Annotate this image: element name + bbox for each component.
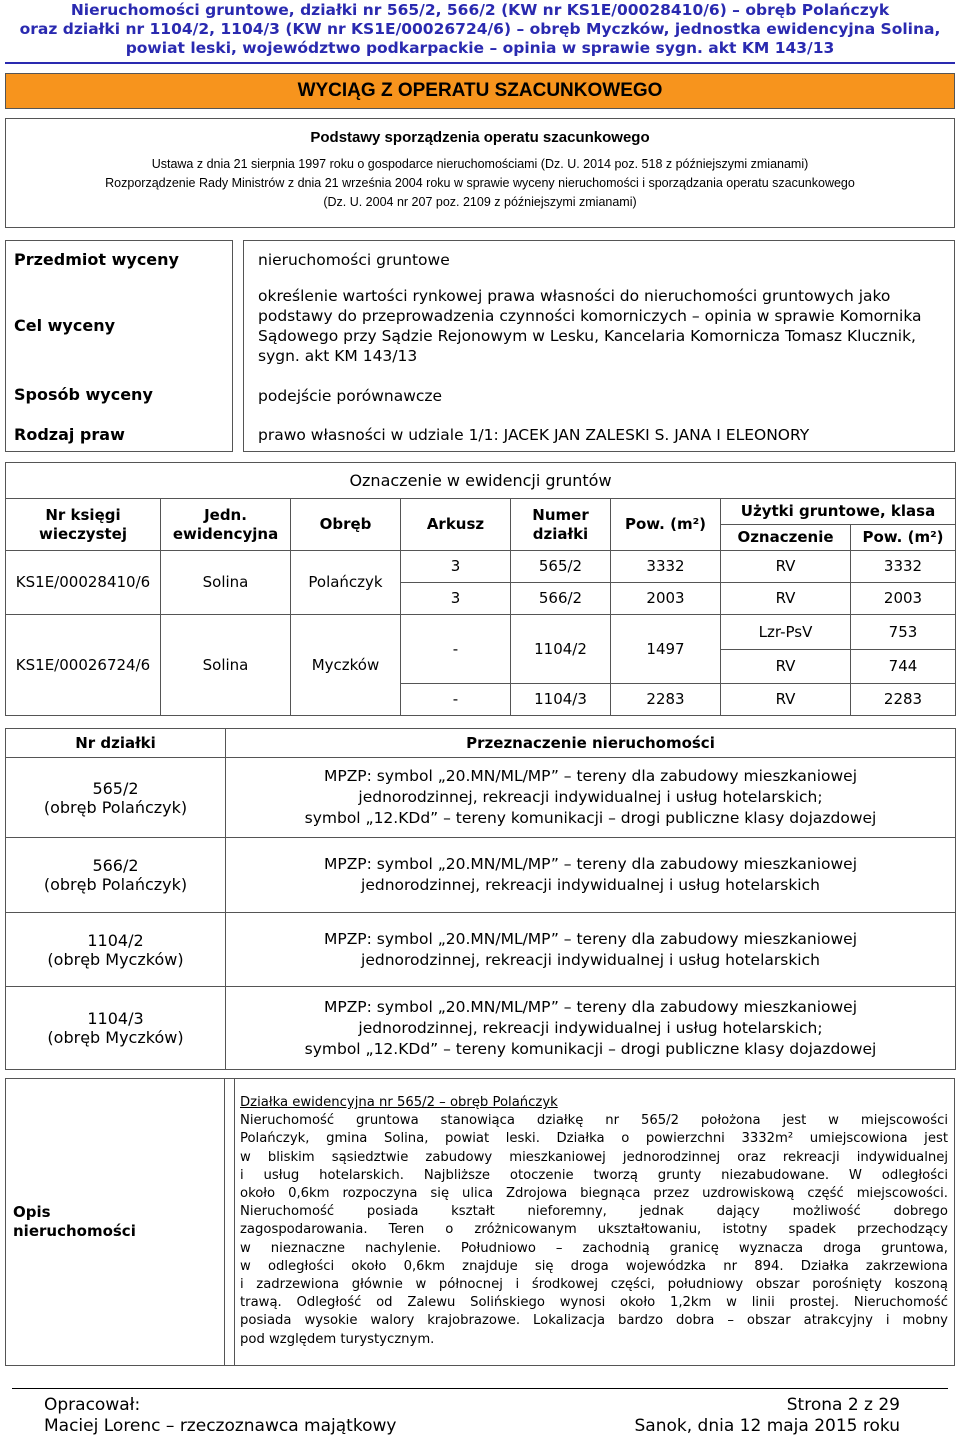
summary-labels [5, 240, 233, 452]
purpose-text: jednorodzinnej, rekreacji indywidualnej i usług hotelarskich [361, 950, 820, 969]
section-banner: WYCIĄG Z OPERATU SZACUNKOWEGO [5, 73, 955, 109]
description-text [240, 1094, 948, 1349]
group-2-unit: Solina [161, 615, 291, 716]
table-row: 753 [851, 615, 956, 650]
purpose-text: MPZP: symbol „20.MN/ML/MP” – tereny dla zabudowy mieszkaniowej [323, 767, 858, 785]
summary-values [243, 240, 955, 452]
table-row: Lzr-PsV [721, 615, 851, 650]
method-value: podejście porównawcze [258, 387, 443, 405]
description-label: Opis nieruchomości [13, 1203, 136, 1240]
table-row: 3332 [611, 551, 721, 583]
description-line: w nieznaczne nachylenie. Południowo – zachodnią granicę wyznacza droga gruntowa, [240, 1240, 948, 1256]
table-row: RV [721, 583, 851, 615]
table-row: 2003 [851, 583, 956, 615]
place-date: Sanok, dnia 12 maja 2015 roku [634, 1416, 900, 1436]
purpose-text: MPZP: symbol „20.MN/ML/MP” – tereny dla zabudowy mieszkaniowej [323, 855, 858, 873]
table-row: 2283 [851, 684, 956, 716]
table-row: 3 [401, 551, 511, 583]
header-area: Pow. (m²) [611, 499, 721, 551]
header-kw: Nr księgi wieczystej [6, 499, 161, 551]
purpose-text: jednorodzinnej, rekreacji indywidualnej i usług hotelarskich; [358, 1018, 823, 1037]
description-line: około 0,6km rozpoczyna się ulica Zdrojowa biegnąca przez uzdrowiskową część miejscowości. [240, 1186, 948, 1202]
header-unit: Jedn. ewidencyjna [161, 499, 291, 551]
plot-number: 1104/3 [87, 1009, 144, 1028]
basis-line-2: Rozporządzenie Rady Ministrów z dnia 21 września 2004 roku w sprawie wyceny nieruchomości i sporządzania operatu szacunkowego [105, 176, 855, 190]
table-row [6, 838, 226, 913]
plot-number: 565/2 [92, 778, 139, 798]
description-line: w bliskim sąsiedztwie zabudowy mieszkaniowej jednorodzinnej oraz rekreacji indywidualnej [240, 1149, 948, 1165]
plot-number: 1104/2 [87, 930, 144, 950]
table-row: 1497 [611, 615, 721, 684]
table-row [6, 913, 226, 987]
prepared-label: Opracował: [44, 1395, 141, 1415]
table-row: 2003 [611, 583, 721, 615]
table-row [226, 913, 956, 987]
table-row: - [401, 615, 511, 684]
header-use-code: Oznaczenie [721, 525, 851, 551]
table-row [6, 758, 226, 838]
method-label: Sposób wyceny [14, 385, 153, 404]
description-line: pod względem turystycznym. [240, 1331, 435, 1347]
table-row [6, 987, 226, 1070]
group-1-kw: KS1E/00028410/6 [6, 551, 161, 615]
plot-precinct: (obręb Polańczyk) [43, 797, 188, 817]
group-1-unit: Solina [161, 551, 291, 615]
table-row: 1104/3 [511, 684, 611, 716]
description-line: Nieruchomość posiada kształt nieforemny, jednak dający możliwość dobrego [240, 1204, 948, 1220]
purpose-label: Cel wyceny [14, 316, 116, 335]
header-use-area: Pow. (m²) [851, 525, 956, 551]
basis-line-1: Ustawa z dnia 21 sierpnia 1997 roku o gospodarce nieruchomościami (Dz. U. 2014 poz. 518 z późniejszymi zmianami) [151, 157, 809, 171]
table-row: 744 [851, 650, 956, 684]
purpose-text: symbol „12.KDd” – tereny komunikacji – drogi publiczne klasy dojazdowej [304, 1039, 877, 1058]
registry-table [5, 462, 956, 716]
plot-number: 566/2 [92, 856, 139, 875]
header-line-2: oraz działki nr 1104/2, 1104/3 (KW nr KS1E/00026724/6) – obręb Myczków, jednostka ewidencyjna Solina, [19, 20, 941, 38]
purpose-text: MPZP: symbol „20.MN/ML/MP” – tereny dla zabudowy mieszkaniowej [323, 997, 858, 1016]
description-line: w odległości około 0,6km znajduje się droga wojewódzka nr 894. Działka zakrzewiona [240, 1258, 948, 1274]
description-heading: Działka ewidencyjna nr 565/2 – obręb Polańczyk [240, 1095, 558, 1110]
header-use: Użytki gruntowe, klasa [721, 499, 956, 525]
table-row: RV [721, 551, 851, 583]
rights-label: Rodzaj praw [14, 425, 125, 444]
table-row [226, 838, 956, 913]
description-line: zagospodarowania. Teren o zróżnicowanym ukształtowaniu, istotny spadek przechodzący [240, 1222, 948, 1238]
table-row: 566/2 [511, 583, 611, 615]
rights-value: prawo własności w udziale 1/1: JACEK JAN ZALESKI S. JANA I ELEONORY [258, 426, 810, 444]
group-1-precinct: Polańczyk [291, 551, 401, 615]
header-divider [5, 62, 955, 64]
table-row: 3332 [851, 551, 956, 583]
group-2-precinct: Myczków [291, 615, 401, 716]
table-row [226, 987, 956, 1070]
purpose-table [5, 728, 956, 1070]
purpose-text: MPZP: symbol „20.MN/ML/MP” – tereny dla zabudowy mieszkaniowej [323, 929, 858, 948]
header-line-3: powiat leski, województwo podkarpackie – opinia w sprawie sygn. akt KM 143/13 [125, 39, 835, 57]
table-row [226, 758, 956, 838]
basis-title: Podstawy sporządzenia operatu szacunkowego [310, 129, 650, 146]
table-row: - [401, 684, 511, 716]
plot-precinct: (obręb Polańczyk) [43, 875, 188, 894]
purpose-value: określenie wartości rynkowej prawa własności do nieruchomości gruntowych jako podstawy do przeprowadzenia czynności komorniczych – opinia w sprawie Komornika Sądowego przy Sądzie Rejonowym w Lesku, Kancelaria Komornicza Tomasz Klucznik, sygn. akt KM 143/13 [258, 287, 922, 365]
group-2-kw: KS1E/00026724/6 [6, 615, 161, 716]
purpose-text: jednorodzinnej, rekreacji indywidualnej i usług hotelarskich; [358, 788, 823, 806]
header-sheet: Arkusz [401, 499, 511, 551]
header-plot: Numer działki [511, 499, 611, 551]
description-line: trawą. Odległość od Zalewu Solińskiego wynosi około 1,2km w linii prostej. Nieruchomość [240, 1295, 948, 1311]
table-row: 3 [401, 583, 511, 615]
description-line: i usług hotelarskich. Najbliższe otoczenie tworzą grunty niezabudowane. W odległości [240, 1167, 948, 1183]
basis-line-3: (Dz. U. 2004 nr 207 poz. 2109 z późniejszymi zmianami) [323, 195, 637, 209]
table-row: 1104/2 [511, 615, 611, 684]
purpose-text: jednorodzinnej, rekreacji indywidualnej i usług hotelarskich [361, 876, 820, 894]
header-precinct: Obręb [291, 499, 401, 551]
page-number: Strona 2 z 29 [786, 1395, 900, 1415]
description-line: Polańczyk, gmina Solina, powiat leski. Działka o powierzchni 3332m² umiejscowiona jest [240, 1131, 948, 1147]
table-row: 565/2 [511, 551, 611, 583]
subject-label: Przedmiot wyceny [14, 250, 179, 269]
description-line: i zadrzewiona głównie w północnej i środkowej części, południowy obszar porośnięty koszoną [240, 1277, 948, 1293]
footer-divider [12, 1388, 948, 1389]
table-row: 2283 [611, 684, 721, 716]
document-header [0, 1, 960, 58]
basis-box [5, 118, 955, 228]
description-box [5, 1078, 955, 1366]
table-row: RV [721, 650, 851, 684]
registry-title: Oznaczenie w ewidencji gruntów [6, 463, 956, 499]
subject-value: nieruchomości gruntowe [258, 251, 450, 269]
purpose-text: symbol „12.KDd” – tereny komunikacji – drogi publiczne klasy dojazdowej [304, 809, 877, 827]
purpose-col-plot: Nr działki [6, 729, 226, 758]
description-line: posiada wysokie walory krajobrazowe. Lokalizacja bardzo dobra – obszar atrakcyjny i mobny [240, 1313, 948, 1329]
plot-precinct: (obręb Myczków) [47, 949, 184, 969]
author: Maciej Lorenc – rzeczoznawca majątkowy [44, 1416, 397, 1436]
header-line-1: Nieruchomości gruntowe, działki nr 565/2, 566/2 (KW nr KS1E/00028410/6) – obręb Polańczyk [70, 1, 890, 19]
plot-precinct: (obręb Myczków) [47, 1028, 184, 1047]
description-line: Nieruchomość gruntowa stanowiąca działkę nr 565/2 położona jest w miejscowości [240, 1113, 948, 1129]
purpose-col-use: Przeznaczenie nieruchomości [226, 729, 956, 758]
table-row: RV [721, 684, 851, 716]
